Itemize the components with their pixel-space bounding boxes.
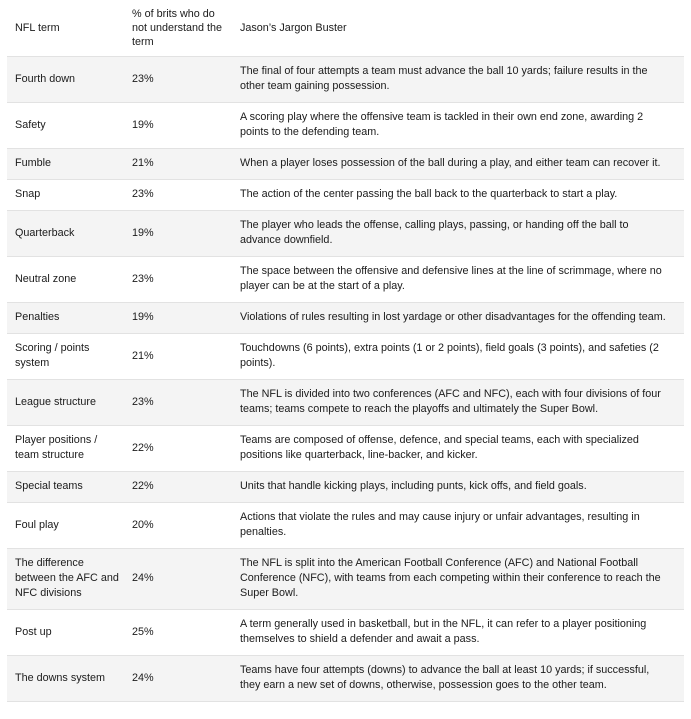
percent-cell: 24% — [132, 572, 154, 584]
header-row — [7, 0, 684, 57]
table-header — [7, 0, 684, 57]
percent-cell: 21% — [132, 157, 154, 169]
description-cell: Violations of rules resulting in lost yardage or other disadvantages for the offending team. — [240, 311, 666, 323]
table-row — [7, 503, 684, 549]
table-row — [7, 149, 684, 180]
percent-cell: 25% — [132, 625, 154, 638]
table-row — [7, 380, 684, 426]
percent-cell: 19% — [132, 226, 154, 239]
term-cell: The downs system — [15, 671, 106, 684]
term-cell: Snap — [15, 188, 41, 200]
percent-cell: 22% — [132, 480, 154, 492]
description-cell: Teams are composed of offense, defence, and special teams, each with specialized positions like quarterback, line-backer, and kicker. — [240, 434, 639, 461]
percent-cell: 23% — [132, 72, 154, 85]
term-cell: Foul play — [15, 518, 59, 531]
percent-cell: 23% — [132, 272, 154, 285]
term-cell: Scoring / points system — [15, 342, 90, 369]
term-cell: Quarterback — [15, 226, 75, 239]
term-cell: Post up — [15, 625, 52, 638]
description-cell: Units that handle kicking plays, including punts, kick offs, and field goals. — [240, 480, 587, 492]
description-cell: Teams have four attempts (downs) to advance the ball at least 10 yards; if successful, they earn a new set of downs, otherwise, possession goes to the other team. — [240, 664, 650, 691]
percent-cell: 19% — [132, 118, 154, 131]
table-row — [7, 57, 684, 103]
description-cell: The action of the center passing the ball back to the quarterback to start a play. — [240, 188, 618, 200]
table-row — [7, 180, 684, 211]
jargon-table — [7, 0, 684, 702]
description-cell: The NFL is split into the American Football Conference (AFC) and National Football Conference (NFC), with teams from each competing within their conference to reach the Super Bowl. — [240, 557, 661, 599]
description-cell: Touchdowns (6 points), extra points (1 or 2 points), field goals (3 points), and safeties (2 points). — [240, 342, 659, 369]
table-row — [7, 610, 684, 656]
table-row — [7, 334, 684, 380]
term-cell: Special teams — [15, 480, 83, 492]
term-cell: Safety — [15, 118, 46, 131]
term-cell: Penalties — [15, 311, 60, 323]
term-cell: Neutral zone — [15, 272, 77, 285]
description-cell: The space between the offensive and defensive lines at the line of scrimmage, where no player can be at the start of a play. — [240, 265, 662, 292]
description-cell: The NFL is divided into two conferences (AFC and NFC), each with four divisions of four teams; teams compete to reach the playoffs and ultimately the Super Bowl. — [240, 388, 661, 415]
percent-cell: 24% — [132, 671, 154, 684]
table-row — [7, 257, 684, 303]
percent-cell: 19% — [132, 311, 154, 323]
table-row — [7, 549, 684, 610]
col-header-percent-brits: % of brits who do not understand the term — [132, 8, 223, 48]
term-cell: League structure — [15, 395, 97, 408]
term-cell: Player positions / team structure — [15, 434, 98, 461]
table-row — [7, 303, 684, 334]
percent-cell: 22% — [132, 441, 154, 454]
description-cell: When a player loses possession of the ball during a play, and either team can recover it. — [240, 157, 661, 169]
table-row — [7, 103, 684, 149]
term-cell: The difference between the AFC and NFC divisions — [15, 557, 119, 599]
description-cell: A term generally used in basketball, but in the NFL, it can refer to a player positioning themselves to shield a defender and await a pass. — [240, 618, 647, 645]
table-row — [7, 426, 684, 472]
percent-cell: 21% — [132, 349, 154, 362]
term-cell: Fourth down — [15, 72, 76, 85]
description-cell: The player who leads the offense, calling plays, passing, or handing off the ball to advance downfield. — [240, 219, 629, 246]
col-header-nfl-term: NFL term — [15, 22, 60, 34]
table-row — [7, 211, 684, 257]
percent-cell: 23% — [132, 188, 154, 200]
table-row — [7, 472, 684, 503]
term-cell: Fumble — [15, 157, 52, 169]
table-row — [7, 656, 684, 702]
description-cell: Actions that violate the rules and may cause injury or unfair advantages, resulting in penalties. — [240, 511, 640, 538]
percent-cell: 23% — [132, 395, 154, 408]
percent-cell: 20% — [132, 518, 154, 531]
description-cell: A scoring play where the offensive team is tackled in their own end zone, awarding 2 points to the defending team. — [240, 111, 644, 138]
table-body — [7, 57, 684, 702]
col-header-jargon-buster: Jason’s Jargon Buster — [240, 22, 347, 34]
description-cell: The final of four attempts a team must advance the ball 10 yards; failure results in the other team gaining possession. — [240, 65, 648, 92]
